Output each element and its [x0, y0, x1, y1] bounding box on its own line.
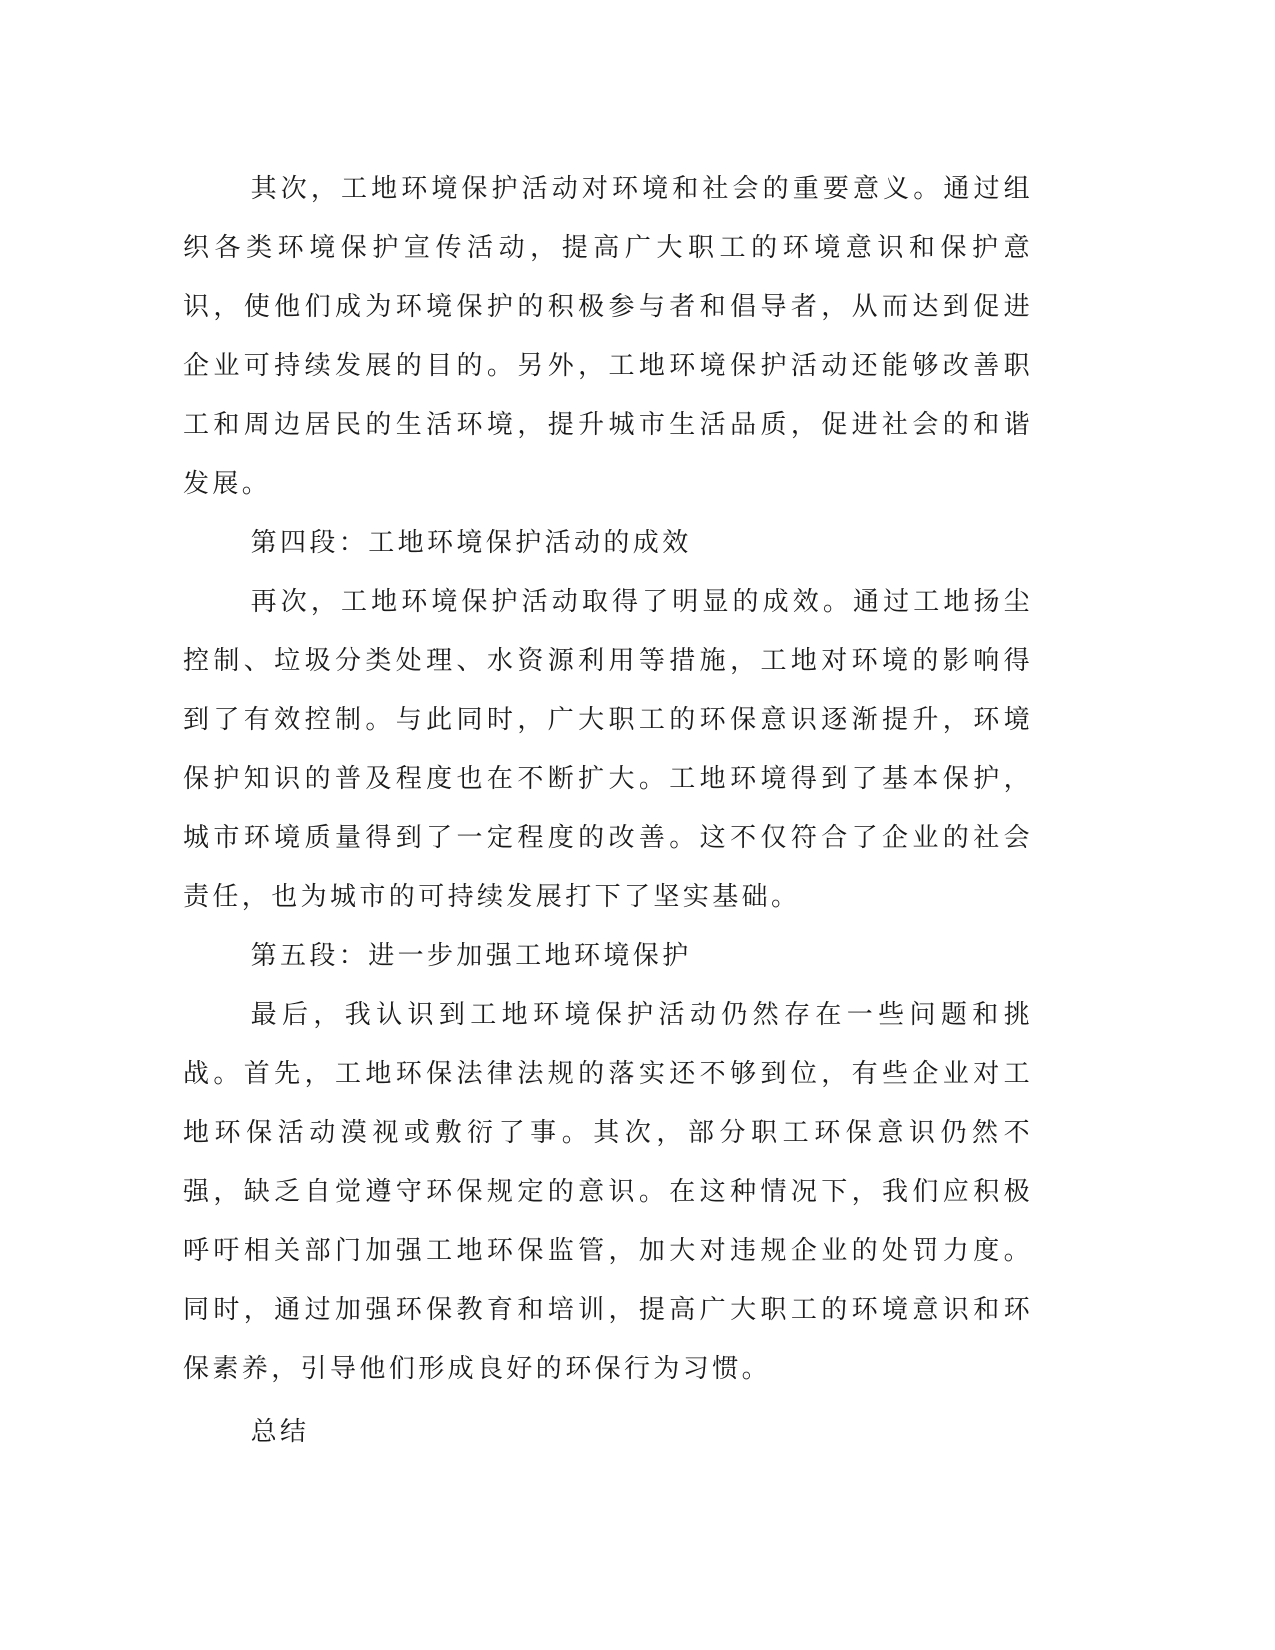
document-body [183, 160, 1033, 1462]
section-heading-4: 第四段：工地环境保护活动的成效 [250, 528, 692, 558]
section-heading-summary: 总结 [250, 1417, 310, 1447]
paragraph-significance: 其次，工地环境保护活动对环境和社会的重要意义。通过组织各类环境保护宣传活动，提高广大职工的环境意识和保护意识，使他们成为环境保护的积极参与者和倡导者，从而达到促进企业可持续发展的目的。另外，工地环境保护活动还能够改善职工和周边居民的生活环境，提升城市生活品质，促进社会的和谐发展。 [183, 174, 1033, 499]
paragraph-results: 再次，工地环境保护活动取得了明显的成效。通过工地扬尘控制、垃圾分类处理、水资源利用等措施，工地对环境的影响得到了有效控制。与此同时，广大职工的环保意识逐渐提升，环境保护知识的普及程度也在不断扩大。工地环境得到了基本保护，城市环境质量得到了一定程度的改善。这不仅符合了企业的社会责任，也为城市的可持续发展打下了坚实基础。 [183, 587, 1033, 912]
paragraph-improvement: 最后，我认识到工地环境保护活动仍然存在一些问题和挑战。首先，工地环保法律法规的落实还不够到位，有些企业对工地环保活动漠视或敷衍了事。其次，部分职工环保意识仍然不强，缺乏自觉遵守环保规定的意识。在这种情况下，我们应积极呼吁相关部门加强工地环保监管，加大对违规企业的处罚力度。同时，通过加强环保教育和培训，提高广大职工的环境意识和环保素养，引导他们形成良好的环保行为习惯。 [183, 1000, 1033, 1384]
section-heading-5: 第五段：进一步加强工地环境保护 [250, 941, 692, 971]
